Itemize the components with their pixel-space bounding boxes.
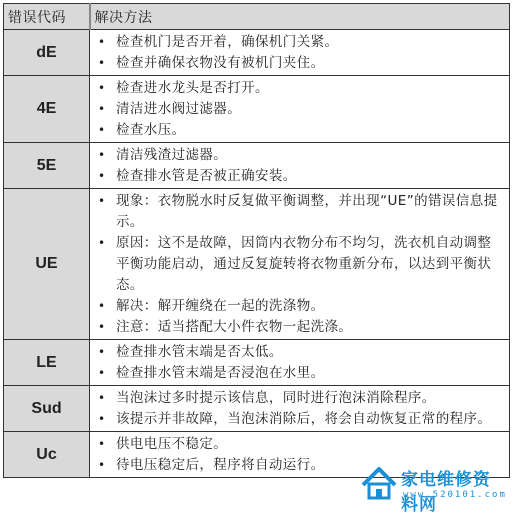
list-item-text: 检查排水管是否被正确安装。 bbox=[116, 168, 297, 184]
solution-list bbox=[90, 143, 509, 188]
list-item bbox=[90, 434, 509, 455]
list-item-text: 检查并确保衣物没有被机门夹住。 bbox=[116, 55, 325, 71]
list-item bbox=[90, 317, 509, 338]
solution-list bbox=[90, 340, 509, 385]
table-row bbox=[4, 143, 510, 189]
list-item-text: 检查排水管末端是否太低。 bbox=[116, 344, 283, 360]
list-item bbox=[90, 32, 509, 53]
bullet-icon: • bbox=[98, 56, 106, 70]
bullet-icon: • bbox=[98, 148, 106, 162]
list-item-text: 现象：衣物脱水时反复做平衡调整，并出现“UE”的错误信息提示。 bbox=[116, 193, 498, 230]
list-item-text: 清洁残渣过滤器。 bbox=[116, 147, 228, 163]
error-code-cell: 4E bbox=[4, 76, 90, 143]
list-item-text: 供电电压不稳定。 bbox=[116, 436, 228, 452]
bullet-icon: • bbox=[98, 458, 106, 472]
list-item bbox=[90, 363, 509, 384]
error-code-table bbox=[3, 3, 510, 478]
list-item bbox=[90, 388, 509, 409]
list-item-text: 检查排水管末端是否浸泡在水里。 bbox=[116, 365, 325, 381]
error-code-cell: dE bbox=[4, 30, 90, 76]
list-item bbox=[90, 166, 509, 187]
list-item bbox=[90, 99, 509, 120]
list-item-text: 当泡沫过多时提示该信息，同时进行泡沫消除程序。 bbox=[116, 390, 436, 406]
list-item-text: 该提示并非故障，当泡沫消除后，将会自动恢复正常的程序。 bbox=[116, 411, 492, 427]
watermark-url: www.520101.com bbox=[403, 490, 507, 500]
list-item-text: 检查水压。 bbox=[116, 122, 186, 138]
solution-cell bbox=[90, 76, 510, 143]
list-item bbox=[90, 145, 509, 166]
solution-cell bbox=[90, 30, 510, 76]
bullet-icon: • bbox=[98, 412, 106, 426]
list-item bbox=[90, 342, 509, 363]
list-item bbox=[90, 296, 509, 317]
table-header-row bbox=[4, 4, 510, 30]
list-item bbox=[90, 409, 509, 430]
list-item-text: 检查机门是否开着，确保机门关紧。 bbox=[116, 34, 339, 50]
table-row bbox=[4, 386, 510, 432]
bullet-icon: • bbox=[98, 194, 106, 208]
list-item-text: 检查进水龙头是否打开。 bbox=[116, 80, 269, 96]
error-code-cell: UE bbox=[4, 189, 90, 340]
table-row bbox=[4, 189, 510, 340]
bullet-icon: • bbox=[98, 236, 106, 250]
bullet-icon: • bbox=[98, 320, 106, 334]
list-item bbox=[90, 120, 509, 141]
list-item-text: 注意：适当搭配大小件衣物一起洗涤。 bbox=[116, 319, 353, 335]
solution-list bbox=[90, 189, 509, 339]
bullet-icon: • bbox=[98, 437, 106, 451]
bullet-icon: • bbox=[98, 81, 106, 95]
error-code-cell: Sud bbox=[4, 386, 90, 432]
error-code-cell: LE bbox=[4, 340, 90, 386]
solution-cell bbox=[90, 143, 510, 189]
table-row bbox=[4, 30, 510, 76]
list-item-text: 解决：解开缠绕在一起的洗涤物。 bbox=[116, 298, 325, 314]
list-item bbox=[90, 53, 509, 74]
solution-list bbox=[90, 386, 509, 431]
bullet-icon: • bbox=[98, 345, 106, 359]
table-row bbox=[4, 340, 510, 386]
solution-list bbox=[90, 30, 509, 75]
list-item bbox=[90, 233, 509, 296]
list-item bbox=[90, 78, 509, 99]
list-item-text: 原因：这不是故障，因筒内衣物分布不均匀，洗衣机自动调整平衡功能启动，通过反复旋转将衣物重新分布，以达到平衡状态。 bbox=[116, 235, 492, 293]
bullet-icon: • bbox=[98, 123, 106, 137]
list-item-text: 清洁进水阀过滤器。 bbox=[116, 101, 242, 117]
house-logo-icon bbox=[359, 463, 399, 503]
solution-cell bbox=[90, 189, 510, 340]
list-item bbox=[90, 191, 509, 233]
list-item-text: 待电压稳定后，程序将自动运行。 bbox=[116, 457, 325, 473]
header-error-code: 错误代码 bbox=[4, 4, 90, 30]
watermark bbox=[357, 459, 507, 515]
bullet-icon: • bbox=[98, 366, 106, 380]
error-code-cell: Uc bbox=[4, 432, 90, 478]
header-solution: 解决方法 bbox=[90, 4, 510, 30]
watermark-text: 家电维修资料网 bbox=[401, 470, 491, 515]
bullet-icon: • bbox=[98, 169, 106, 183]
bullet-icon: • bbox=[98, 299, 106, 313]
solution-list bbox=[90, 76, 509, 142]
bullet-icon: • bbox=[98, 391, 106, 405]
solution-cell bbox=[90, 340, 510, 386]
bullet-icon: • bbox=[98, 35, 106, 49]
solution-cell bbox=[90, 386, 510, 432]
error-code-cell: 5E bbox=[4, 143, 90, 189]
bullet-icon: • bbox=[98, 102, 106, 116]
table-row bbox=[4, 76, 510, 143]
